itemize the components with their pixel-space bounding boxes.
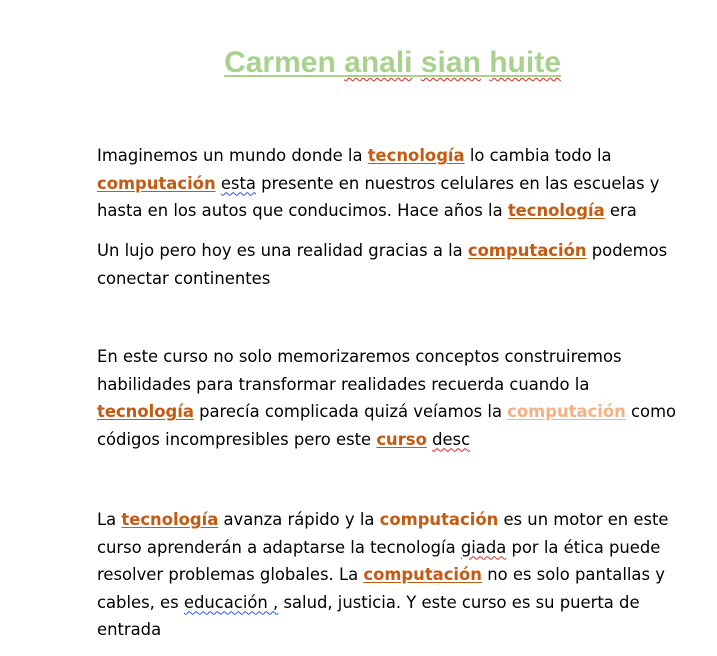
keyword-highlight: tecnología [507,201,605,220]
text-run: resolver problemas globales. La [97,565,364,584]
keyword-highlight: tecnología [97,402,194,421]
text-run: salud, justicia. Y este curso es su puerta de [278,592,640,612]
title-word-misspelled: anali [344,46,413,79]
text-line [97,426,692,454]
text-run: parecía complicada quizá veíamos la [193,402,508,421]
text-run: era [604,201,637,220]
paragraph-4 [97,506,692,644]
keyword-highlight: computación [363,565,482,584]
text-run: En este curso no solo memorizaremos conceptos construiremos [97,347,622,366]
text-run: Imaginemos un mundo donde la [97,146,368,165]
text-line [97,561,692,589]
text-line [97,142,692,170]
grammar-flagged-word: educación , [183,592,279,612]
text-run: Un lujo pero hoy es una realidad gracias a la [97,241,468,260]
text-run: hasta en los autos que conducimos. Hace años la [97,201,508,220]
text-line [97,265,692,293]
keyword-highlight-light: computación [507,402,626,421]
title-word-misspelled: huite [489,46,561,79]
keyword-highlight: computación [467,241,587,260]
text-line [97,506,692,534]
document-title [0,46,717,80]
text-run: cables, es [97,592,184,612]
text-run: habilidades para transformar realidades recuerda cuando la [97,374,590,394]
text-run: como [625,402,677,421]
text-line [97,170,692,198]
paragraph-1 [97,142,692,225]
keyword-highlight: curso [376,429,427,449]
text-run: es un motor en este [498,510,669,529]
keyword-highlight: tecnología [367,146,465,165]
text-run: por la ética puede [506,537,661,557]
text-run: avanza rápido y la [218,510,380,529]
text-line [97,534,692,562]
keyword-highlight: computación [97,173,216,193]
text-line [97,371,692,399]
title-word-misspelled: sian [420,46,481,79]
text-run: códigos incompresibles pero este [97,429,377,449]
text-line [97,398,692,426]
text-run: entrada [97,620,162,639]
misspelled-word: giada [460,537,507,557]
text-line [97,237,692,265]
text-line [97,197,692,225]
paragraph-3 [97,343,692,453]
text-line [97,343,692,371]
paragraph-2 [97,237,692,292]
misspelled-word: desc [432,429,471,449]
keyword-bold: computación [379,510,499,529]
text-run: podemos [586,241,668,260]
text-run: conectar continentes [97,268,271,288]
text-run: lo cambia todo la [464,146,612,165]
text-line [97,616,692,644]
text-run: curso aprenderán a adaptarse la tecnología [97,537,461,557]
keyword-highlight: tecnología [121,510,219,529]
text-run: no es solo pantallas y [481,565,665,584]
text-run: La [97,510,122,529]
text-run: presente en nuestros celulares en las escuelas y [255,173,660,193]
text-line [97,589,692,617]
grammar-flagged-word: esta [220,173,256,193]
title-word: Carmen [224,46,336,79]
